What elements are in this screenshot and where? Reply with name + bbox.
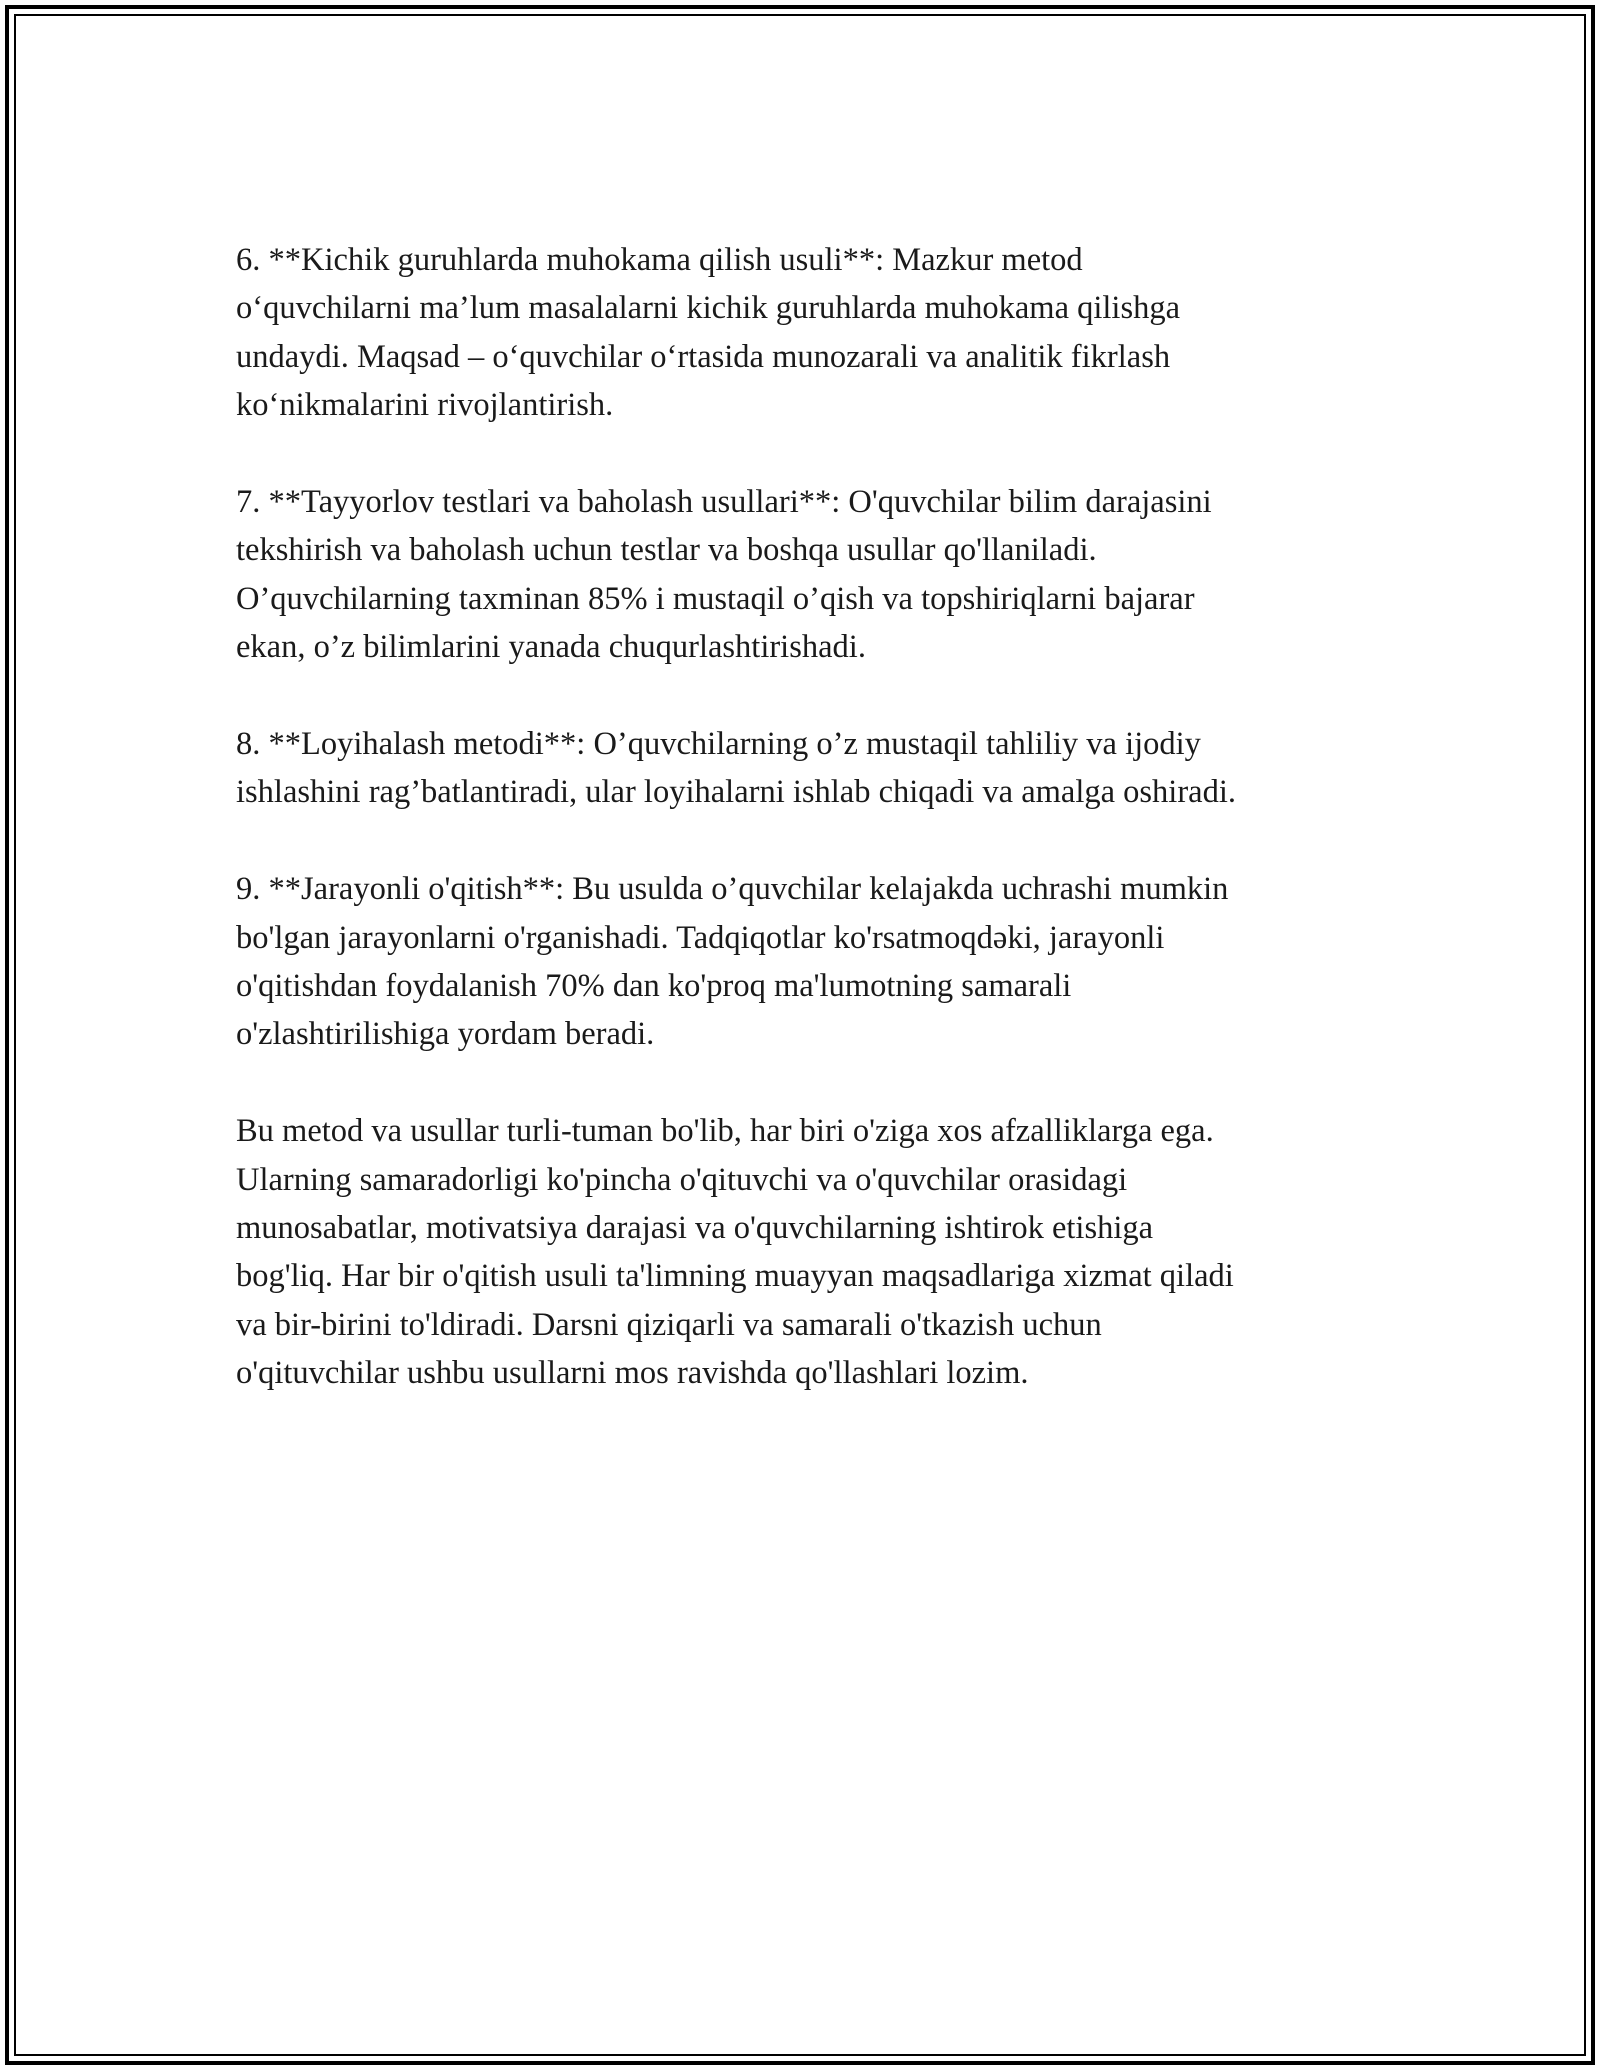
paragraph-item-6: 6. **Kichik guruhlarda muhokama qilish usuli**: Mazkur metod o‘quvchilarni ma’lum masalalarni kichik guruhlarda muhokama qilishga undaydi. Maqsad – o‘quvchilar o‘rtasida munozarali va analitik fikrlash ko‘nikmalarini rivojlantirish.	[236, 242, 1181, 424]
paragraph-conclusion: Bu metod va usullar turli-tuman bo'lib, har biri o'ziga xos afzalliklarga ega. Ularning samaradorligi ko'pincha o'qituvchi va o'quvchilar orasidagi munosabatlar, motivatsiya darajasi va o'quvchilarning ishtirok etishiga bog'liq. Har bir o'qitish usuli ta'limning muayyan maqsadlariga xizmat qiladi va bir-birini to'ldiradi. Darsni qiziqarli va samarali o'tkazish uchun o'qituvchilar ushbu usullarni mos ravishda qo'llashlari lozim.	[236, 1113, 1234, 1392]
paragraph-item-9: 9. **Jarayonli o'qitish**: Bu usulda o’quvchilar kelajakda uchrashi mumkin bo'lgan jarayonlarni o'rganishadi. Tadqiqotlar ko'rsatmoqdəki, jarayonli o'qitishdan foydalanish 70% dan ko'proq ma'lumotning samarali o'zlashtirilishiga yordam beradi.	[236, 871, 1229, 1053]
paragraph-item-8: 8. **Loyihalash metodi**: O’quvchilarning o’z mustaqil tahliliy va ijodiy ishlashini rag’batlantiradi, ular loyihalarni ishlab chiqadi va amalga oshiradi.	[236, 726, 1236, 811]
document-body	[236, 236, 1386, 1446]
paragraph-item-7: 7. **Tayyorlov testlari va baholash usullari**: O'quvchilar bilim darajasini tekshirish va baholash uchun testlar va boshqa usullar qo'llaniladi. O’quvchilarning taxminan 85% i mustaqil o’qish va topshiriqlarni bajarar ekan, o’z bilimlarini yanada chuqurlashtirishadi.	[236, 484, 1212, 666]
